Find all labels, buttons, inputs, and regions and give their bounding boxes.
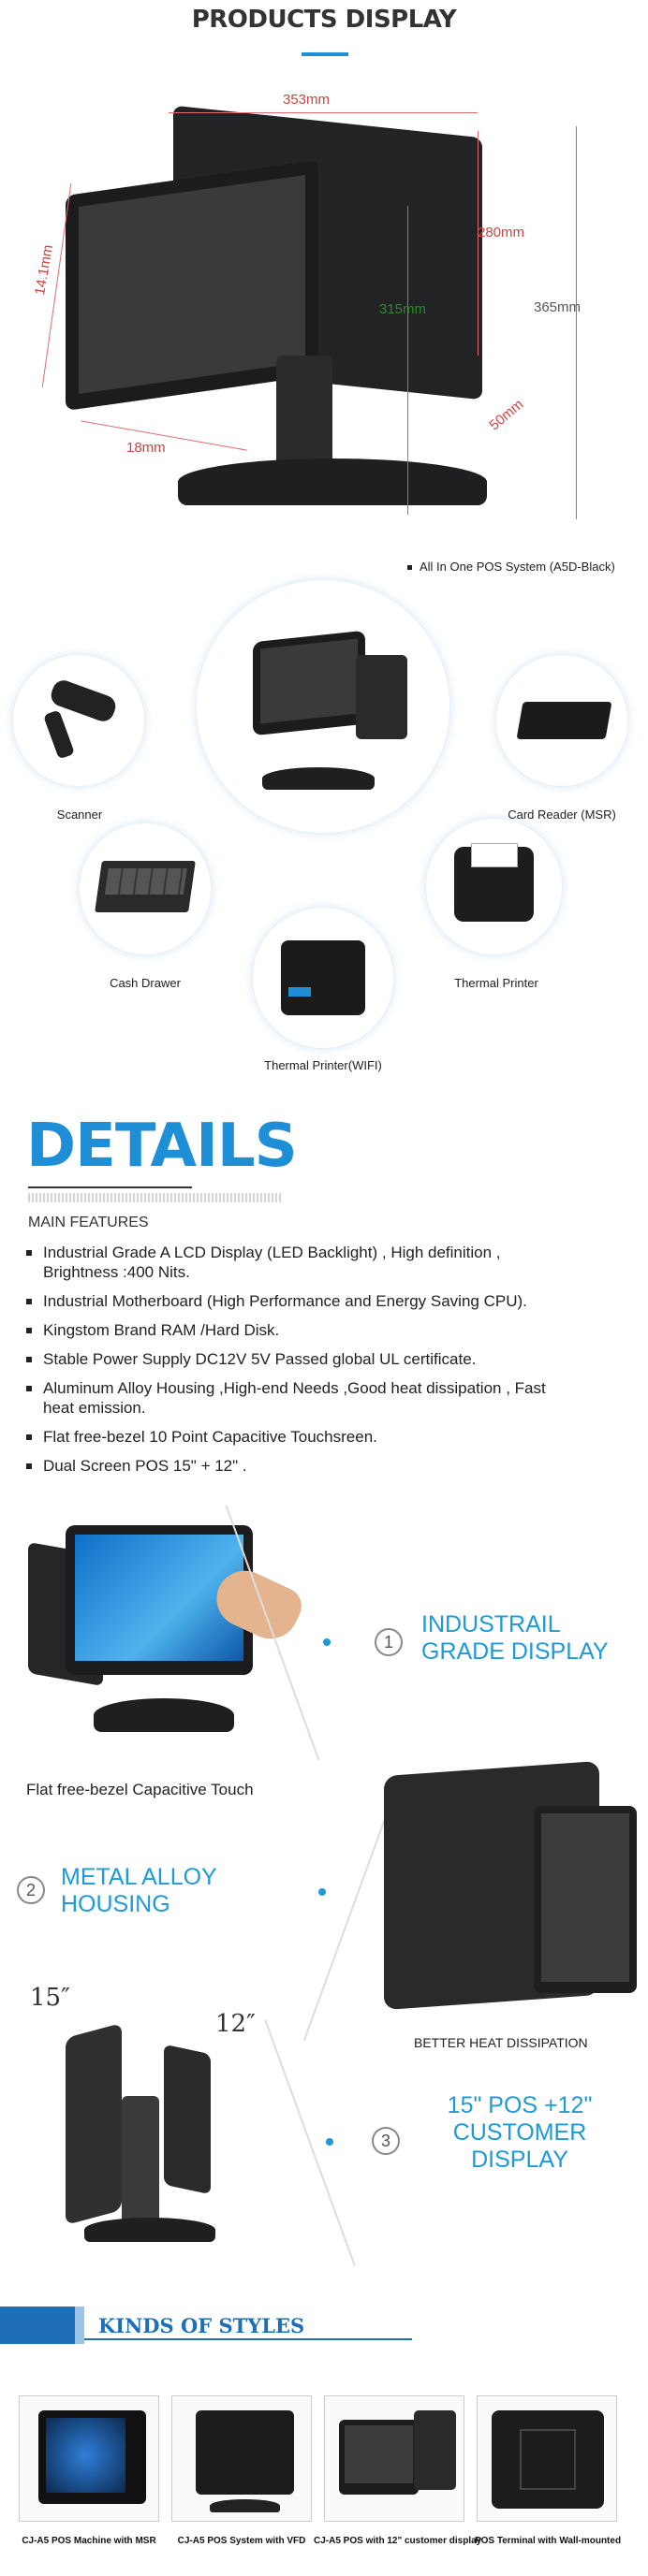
center-pos-monitor <box>253 631 365 736</box>
h3-stand <box>122 2096 159 2227</box>
kind-msr-image <box>38 2410 146 2504</box>
kinds-banner-block <box>0 2307 75 2344</box>
scanner-circle <box>13 655 144 786</box>
feature-item: Dual Screen POS 15" + 12" . <box>21 1456 620 1476</box>
thermal-printer-wifi-circle <box>253 908 393 1048</box>
center-pos-circle <box>197 580 449 833</box>
kind-wall-bracket <box>520 2429 576 2490</box>
feature-item: Flat free-bezel 10 Point Capacitive Touchsreen. <box>21 1427 620 1447</box>
h1-number: 1 <box>375 1628 403 1656</box>
kind-vfd-image <box>196 2410 294 2495</box>
kind-thumb-wall-mounted[interactable] <box>477 2395 617 2522</box>
size-label-15: 15″ <box>30 1984 70 2012</box>
accessories-section <box>0 580 648 1104</box>
highlight-two-image <box>379 1768 641 2021</box>
kind-thumb-msr[interactable] <box>19 2395 159 2522</box>
dim-base: 18mm <box>126 440 166 456</box>
h2-number: 2 <box>17 1876 45 1904</box>
thermal-printer-label: Thermal Printer <box>454 976 538 990</box>
kind-label-msr: CJ-A5 POS Machine with MSR <box>22 2536 156 2546</box>
cash-drawer-icon <box>95 861 196 912</box>
details-subtitle: MAIN FEATURES <box>28 1215 149 1230</box>
kind-label-wall-mounted: POS Terminal with Wall-mounted <box>474 2536 622 2546</box>
thermal-printer-wifi-icon <box>281 940 365 1015</box>
kind-cd-screen <box>345 2425 413 2483</box>
h2-title-b: HOUSING <box>61 1891 170 1917</box>
center-pos-rear <box>356 655 407 739</box>
thermal-printer-wifi-label: Thermal Printer(WIFI) <box>264 1058 382 1072</box>
cash-drawer-label: Cash Drawer <box>110 976 181 990</box>
h1-title-a: INDUSTRAIL <box>421 1611 561 1637</box>
kinds-banner-block-2 <box>75 2307 84 2344</box>
details-divider <box>28 1186 192 1188</box>
h3-dot <box>326 2138 333 2146</box>
h2-title-a: METAL ALLOY <box>61 1864 217 1890</box>
thermal-printer-icon <box>454 847 534 922</box>
feature-item: Stable Power Supply DC12V 5V Passed global UL certificate. <box>21 1349 620 1369</box>
dim-width: 353mm <box>283 92 331 108</box>
dim-line-stand <box>407 206 408 515</box>
details-title: DETAILS <box>26 1112 297 1181</box>
card-reader-icon <box>516 702 611 739</box>
printer-paper <box>471 843 518 867</box>
kind-thumb-vfd[interactable] <box>171 2395 312 2522</box>
thermal-printer-circle <box>426 819 562 954</box>
kinds-title: KINDS OF STYLES <box>98 2314 305 2337</box>
h3-number: 3 <box>372 2127 400 2155</box>
title-underline <box>302 52 348 56</box>
highlight-one-image <box>28 1511 309 1754</box>
kinds-gallery <box>19 2395 637 2573</box>
feature-item: Kingstom Brand RAM /Hard Disk. <box>21 1320 620 1340</box>
h3-title-a: 15" POS +12" <box>447 2092 593 2118</box>
dim-line-top <box>169 112 478 113</box>
kind-vfd-base <box>210 2499 280 2512</box>
h3-title-b: CUSTOMER <box>452 2119 587 2146</box>
printer-wifi-light <box>288 987 311 997</box>
stand-base <box>178 458 487 505</box>
kind-cd-image <box>339 2420 419 2495</box>
product-caption: All In One POS System (A5D-Black) <box>407 560 615 574</box>
feature-item: Industrial Grade A LCD Display (LED Backlight) , High definition , Brightness :400 Nits. <box>21 1243 564 1282</box>
front-screen <box>79 175 305 394</box>
h3-main-monitor <box>66 2023 122 2225</box>
h2-caption: BETTER HEAT DISSIPATION <box>414 2035 588 2050</box>
h1-base <box>94 1698 234 1732</box>
feature-item: Aluminum Alloy Housing ,High-end Needs ,Good heat dissipation , Fast heat emission. <box>21 1378 564 1418</box>
dim-stand-height: 315mm <box>379 301 427 317</box>
card-reader-label: Card Reader (MSR) <box>508 808 616 822</box>
features-list <box>21 1243 620 1485</box>
scanner-handle <box>43 709 75 759</box>
page-title: PRODUCTS DISPLAY <box>191 6 457 34</box>
h3-title-c: DISPLAY <box>471 2147 568 2173</box>
divider-line-3 <box>264 2019 356 2266</box>
kind-label-vfd: CJ-A5 POS System with VFD <box>177 2536 306 2546</box>
h2-side-monitor <box>534 1806 637 1993</box>
card-reader-circle <box>496 655 627 786</box>
scanner-label: Scanner <box>56 808 103 822</box>
kinds-banner-line <box>84 2338 412 2340</box>
kind-cd-rear <box>414 2410 456 2490</box>
kind-label-customer-display: CJ-A5 POS with 12" customer display <box>314 2536 482 2546</box>
details-fineprint <box>28 1193 281 1202</box>
h3-base <box>84 2218 215 2242</box>
product-dimension-figure <box>32 75 618 524</box>
kind-thumb-customer-display[interactable] <box>324 2395 464 2522</box>
h1-dot <box>323 1638 331 1646</box>
center-pos-base <box>262 767 375 790</box>
h1-caption: Flat free-bezel Capacitive Touch <box>26 1781 254 1798</box>
h3-customer-monitor <box>164 2045 211 2195</box>
h2-dot <box>318 1888 326 1896</box>
dim-height-right: 280mm <box>478 225 525 240</box>
kinds-banner <box>0 2307 648 2344</box>
dim-total-height: 365mm <box>534 299 582 315</box>
center-pos-screen <box>260 639 358 724</box>
h1-title-b: GRADE DISPLAY <box>421 1638 609 1665</box>
feature-item: Industrial Motherboard (High Performance and Energy Saving CPU). <box>21 1291 620 1311</box>
h2-side-screen <box>541 1813 629 1982</box>
stand-neck <box>276 356 332 468</box>
cash-drawer-circle <box>80 823 211 954</box>
dim-side-left: 14.1mm <box>32 243 57 297</box>
cash-drawer-slots <box>105 868 187 895</box>
dim-depth: 50mm <box>486 396 527 434</box>
highlight-three-image <box>28 2012 272 2255</box>
kind-msr-screen <box>46 2418 125 2493</box>
dim-line-total <box>576 126 577 519</box>
size-label-12: 12″ <box>215 2010 256 2038</box>
dim-line-right <box>478 131 479 356</box>
kind-wall-image <box>492 2410 604 2509</box>
